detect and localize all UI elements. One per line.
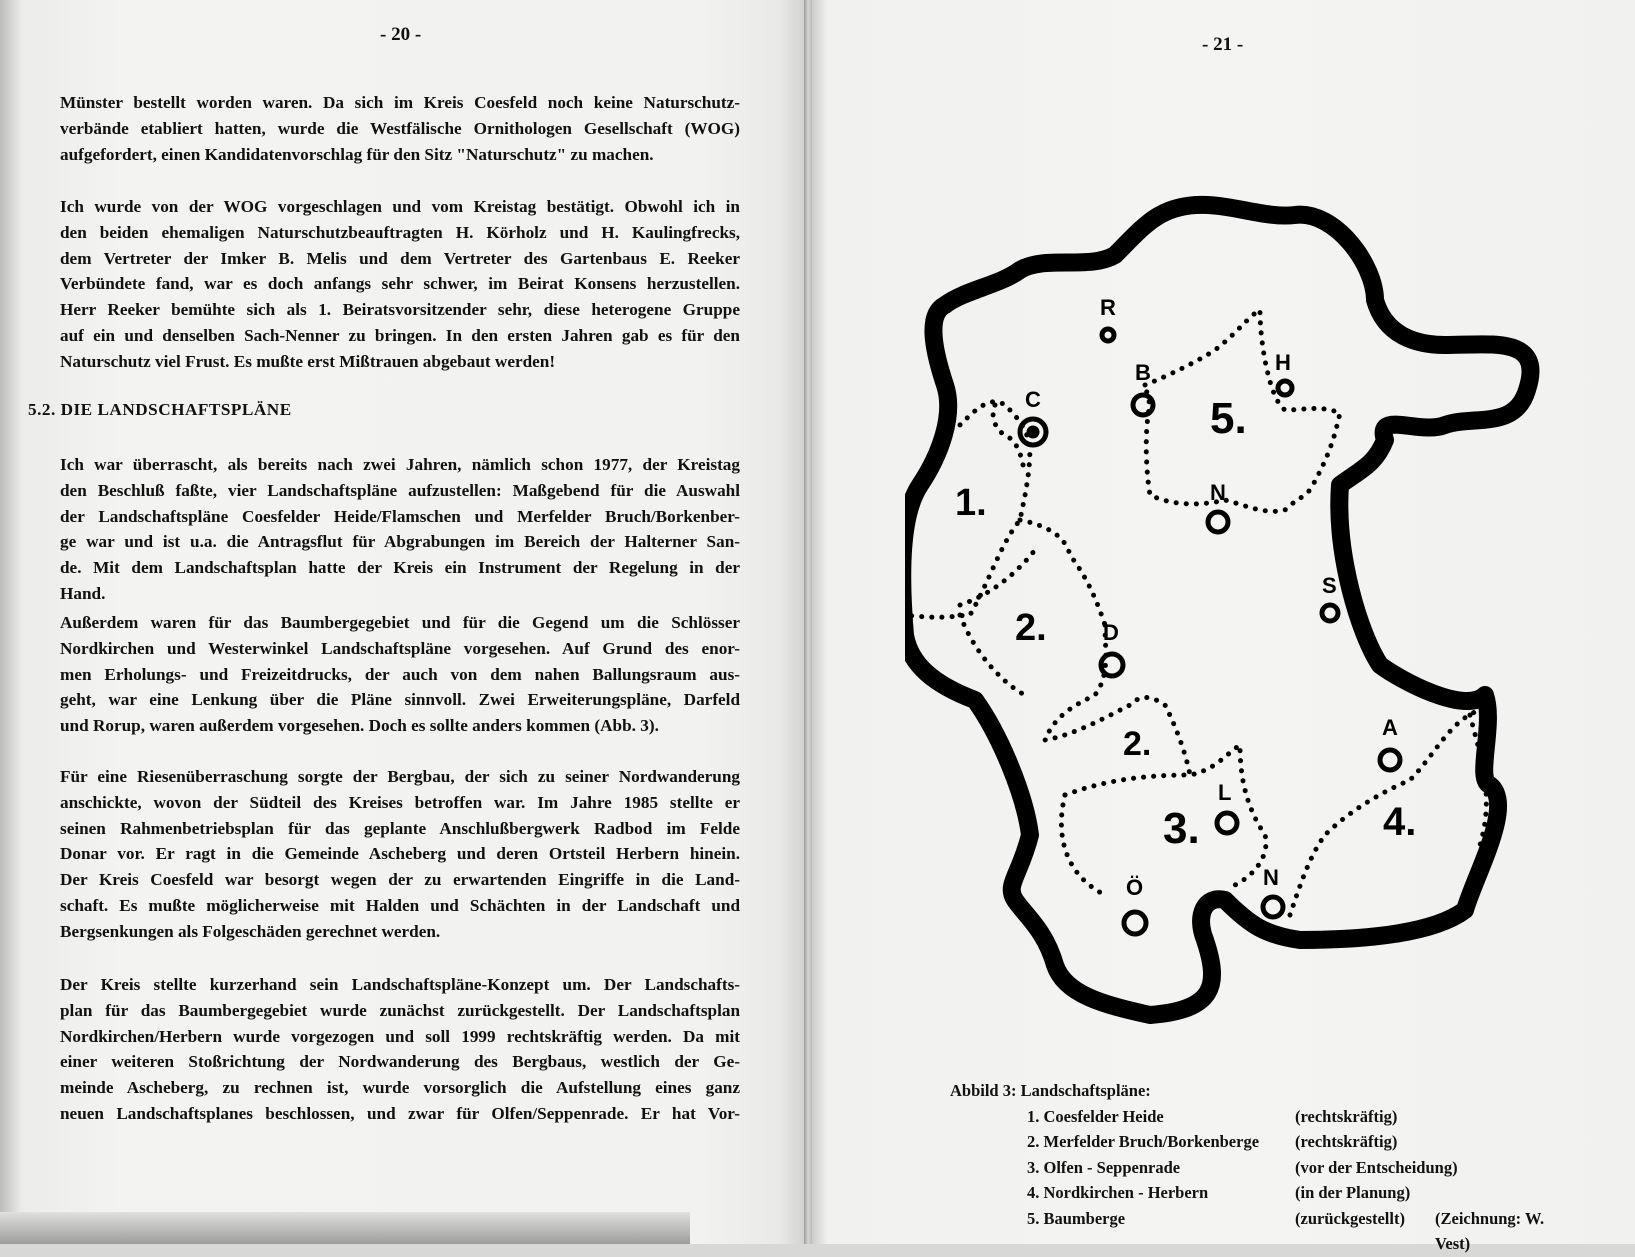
text-line: auf ein und denselben Sach-Nenner zu bringen. In den ersten Jahren gab es für den [60, 325, 740, 345]
text-line: ge war und ist u.a. die Antragsflut für Abgrabungen im Bereich der Halterner San- [60, 532, 740, 552]
plan-name: 3. Olfen - Seppenrade [1027, 1157, 1181, 1177]
paragraph-2 [60, 194, 740, 375]
text-line: geht, war eine Lenkung über die Pläne sinnvoll. Zwei Erweiterungspläne, Darfeld [60, 690, 740, 710]
text-line: dem Vertreter der Imker B. Melis und dem Vertreter des Gartenbaus E. Reeker [60, 248, 740, 268]
place-letter-n-top: N [1210, 480, 1226, 505]
boundary-area-2-south [1045, 625, 1190, 775]
plan-status: (rechtskräftig) [1295, 1106, 1398, 1126]
text-line: Verbündete fand, war es doch anfangs sehr schwer, im Beirat Konsens herzustellen. [60, 274, 740, 294]
place-labels [1025, 295, 1398, 900]
area-number-1: 1. [955, 482, 987, 524]
text-line: aufgefordert, einen Kandidatenvorschlag für den Sitz "Naturschutz" zu machen. [60, 144, 654, 164]
place-letter-b: B [1135, 360, 1151, 385]
text-line: Nordkirchen/Herbern wurde vorgezogen und soll 1999 rechtskräftig werden. Da mit [60, 1026, 740, 1046]
book-fold [804, 0, 812, 1244]
plan-status: (in der Planung) [1295, 1183, 1411, 1202]
area-number-2: 2. [1015, 607, 1047, 649]
text-line: schaft. Es mußte möglicherweise mit Halden und Schächten in der Landschaft und [60, 895, 740, 915]
landscape-plan-map [905, 195, 1555, 1065]
map-drawing [905, 195, 1555, 1065]
text-line: Außerdem waren für das Baumbergegebiet und für die Gegend um die Schlösser [60, 613, 740, 632]
place-letter-oe: Ö [1126, 875, 1144, 900]
area-number-4: 4. [1383, 800, 1417, 844]
text-line: plan für das Baumbergegebiet wurde zunächst zurückgestellt. Der Landschaftsplan [60, 1000, 740, 1020]
section-heading: 5.2. DIE LANDSCHAFTSPLÄNE [28, 400, 292, 419]
text-line: Münster bestellt worden waren. Da sich im Kreis Coesfeld noch keine Naturschutz- [60, 93, 740, 112]
place-letter-l: L [1218, 780, 1232, 805]
text-line: men Erholungs- und Freizeitdrucks, der auch von dem nahen Ballungsraum aus- [60, 664, 740, 684]
plan-name: 2. Merfelder Bruch/Borkenberge [1027, 1132, 1260, 1151]
place-letter-s: S [1322, 573, 1337, 598]
left-page-number: - 20 - [380, 24, 422, 45]
place-letter-r: R [1100, 295, 1116, 320]
place-circle-n-bottom [1263, 897, 1283, 917]
text-line: Bergsenkungen als Folgeschäden gerechnet werden. [60, 921, 441, 941]
text-line: Nordkirchen und Westerwinkel Landschaftspläne vorgesehen. Auf Grund des enor- [60, 638, 740, 658]
text-line: den Beschluß faßte, vier Landschaftspläne aufzustellen: Maßgebend für die Auswahl [60, 480, 740, 500]
text-line: Der Kreis stellte kurzerhand sein Landschaftspläne-Konzept um. Der Landschafts- [60, 975, 740, 994]
text-line: Für eine Riesenüberraschung sorgte der Bergbau, der sich zu seiner Nordwanderung [60, 767, 740, 786]
caption-row [950, 1104, 1570, 1130]
place-circle-l [1217, 813, 1237, 833]
place-letter-n-bottom: N [1263, 865, 1279, 890]
boundary-area-3-west [1061, 795, 1105, 895]
right-page-number: - 21 - [1202, 34, 1244, 55]
plan-status: (vor der Entscheidung) [1295, 1157, 1458, 1177]
text-line: neuen Landschaftsplanes beschlossen, und zwar für Olfen/Seppenrade. Er hat Vor- [60, 1103, 740, 1123]
text-line: anschickte, wovon der Südteil des Kreises betroffen war. Im Jahre 1985 stellte er [60, 792, 740, 812]
plan-name: 5. Baumberge [1027, 1208, 1126, 1228]
caption-row [950, 1206, 1570, 1253]
text-line: Herr Reeker bemühte sich als 1. Beiratsvorsitzender sehr, diese heterogene Gruppe [60, 300, 740, 320]
place-letter-h: H [1275, 350, 1291, 375]
text-line: der Landschaftspläne Coesfelder Heide/Flamschen und Merfelder Bruch/Borkenber- [60, 506, 740, 526]
place-circle-n-top [1208, 512, 1228, 532]
caption-row [950, 1129, 1570, 1155]
text-line: Hand. [60, 583, 106, 603]
place-circle-a [1380, 750, 1400, 770]
place-circle-r [1102, 329, 1114, 341]
page-edge-shadow [0, 1212, 690, 1244]
text-line: und Rorup, waren außerdem vorgesehen. Doch es sollte anders kommen (Abb. 3). [60, 716, 659, 736]
text-line: den beiden ehemaligen Naturschutzbeauftragten H. Körholz und H. Kaulingfrecks, [60, 222, 740, 242]
place-letter-c: C [1025, 387, 1041, 412]
place-circle-s [1322, 605, 1338, 621]
text-line: Der Kreis Coesfeld war besorgt wegen der zu erwartenden Eingriffe in die Land- [60, 870, 740, 890]
caption-row [950, 1180, 1570, 1206]
place-circle-b [1133, 395, 1153, 415]
text-line: Ich war überrascht, als bereits nach zwei Jahren, nämlich schon 1977, der Kreistag [60, 455, 740, 474]
paragraph-1 [60, 90, 740, 167]
area-number-3: 3. [1163, 804, 1200, 853]
place-letter-d: D [1103, 620, 1119, 645]
district-outline [905, 205, 1531, 1015]
text-line: Naturschutz viel Frust. Es mußte erst Mißtrauen abgebaut werden! [60, 351, 556, 371]
place-circle-oe [1124, 912, 1146, 934]
text-line: verbände etabliert hatten, wurde die Westfälische Ornithologen Gesellschaft (WOG) [60, 118, 740, 138]
caption-row [950, 1155, 1570, 1181]
text-line: Donar vor. Er ragt in die Gemeinde Ascheberg und deren Ortsteil Herbern hinein. [60, 844, 740, 864]
plan-status: (zurückgestellt) [1295, 1208, 1405, 1228]
caption-credit: (Zeichnung: W. Vest) [1435, 1208, 1545, 1253]
text-line: meinde Ascheberg, zu rechnen ist, wurde vorsorglich die Aufstellung eines ganz [60, 1078, 740, 1098]
text-line: de. Mit dem Landschaftsplan hatte der Kreis ein Instrument der Regelung in der [60, 558, 740, 578]
paragraph-5 [60, 764, 740, 945]
place-circle-h [1278, 381, 1292, 395]
paragraph-3 [60, 452, 740, 607]
place-letter-a: A [1382, 715, 1398, 740]
plan-status: (rechtskräftig) [1295, 1132, 1398, 1151]
plan-name: 1. Coesfelder Heide [1027, 1106, 1164, 1126]
caption-title: Abbild 3: Landschaftspläne: [950, 1081, 1151, 1100]
paragraph-4 [60, 610, 740, 739]
text-line: einer weiteren Stoßrichtung der Nordwanderung des Bergbaus, westlich der Ge- [60, 1052, 740, 1072]
text-line: Ich wurde von der WOG vorgeschlagen und vom Kreistag bestätigt. Obwohl ich in [60, 197, 740, 216]
place-dot-c [1029, 428, 1037, 436]
plan-name: 4. Nordkirchen - Herbern [1027, 1183, 1209, 1202]
figure-caption [950, 1078, 1570, 1253]
area-number-5: 5. [1210, 394, 1247, 443]
paragraph-6 [60, 972, 740, 1127]
text-line: seinen Rahmenbetriebsplan für das geplante Anschlußbergwerk Radbod im Felde [60, 818, 740, 838]
area-number-2b: 2. [1123, 725, 1152, 763]
